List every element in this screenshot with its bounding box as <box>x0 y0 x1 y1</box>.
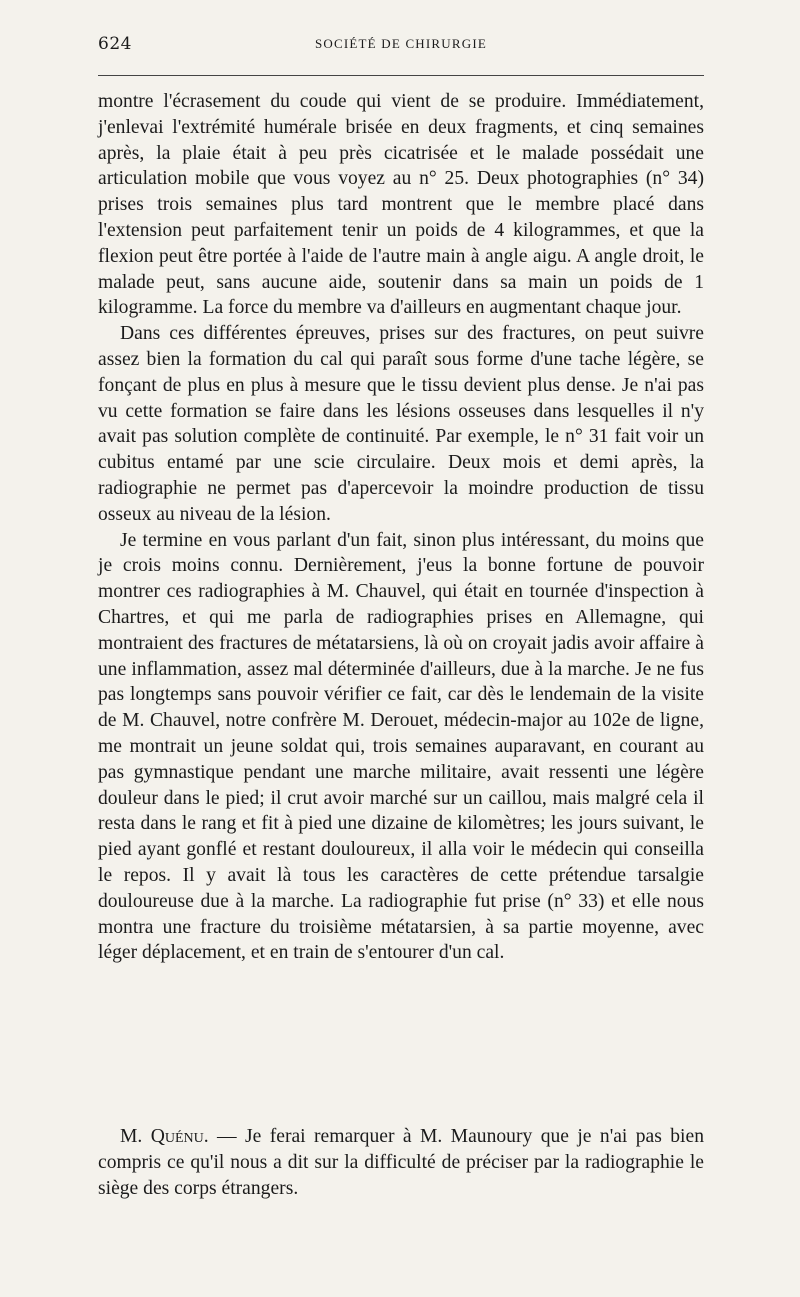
page-header <box>98 34 704 60</box>
header-rule <box>98 75 704 76</box>
intervention-text: — Je ferai remarquer à M. Maunoury que je n'ai pas bien compris ce qu'il nous a dit sur la difficulté de préciser par la radiographie le siège des corps étrangers. <box>98 1126 704 1199</box>
paragraph-continuation: montre l'écrasement du coude qui vient de se produire. Immédiatement, j'enlevai l'extrémité humérale brisée en deux fragments, et cinq semaines après, la plaie était à peu près cicatrisée et le malade possédait une articulation mobile que vous voyez au n° 25. Deux photographies (n° 34) prises trois semaines plus tard montrent que le membre placé dans l'extension peut parfaitement tenir un poids de 4 kilogrammes, et que la flexion peut être portée à l'aide de l'autre main à angle aigu. A angle droit, le malade peut, sans aucune aide, soutenir dans sa main un poids de 1 kilogramme. La force du membre va d'ailleurs en augmentant chaque jour. <box>98 91 704 319</box>
intervention-block <box>98 1124 704 1201</box>
running-title: SOCIÉTÉ DE CHIRURGIE <box>314 36 488 51</box>
speaker-name: M. Quénu. <box>120 1126 209 1147</box>
intervention-paragraph <box>98 1124 704 1201</box>
page-number: 624 <box>98 34 132 54</box>
paragraph-callus-formation: Dans ces différentes épreuves, prises sur des fractures, on peut suivre assez bien la formation du cal qui paraît sous forme d'une tache légère, se fonçant de plus en plus à mesure que le tissu devient plus dense. Je n'ai pas vu cette formation se faire dans les lésions osseuses dans lesquelles il n'y avait pas solution complète de continuité. Par exemple, le n° 31 fait voir un cubitus entamé par une scie circulaire. Deux mois et demi après, la radiographie ne permet pas d'apercevoir la moindre production de tissu osseux au niveau de la lésion. <box>98 323 704 525</box>
body-text <box>98 89 704 966</box>
paragraph-metatarsal-fracture: Je termine en vous parlant d'un fait, sinon plus intéressant, du moins que je crois moins connu. Dernièrement, j'eus la bonne fortune de pouvoir montrer ces radiographies à M. Chauvel, qui était en tournée d'inspection à Chartres, et qui me parla de radiographies prises en Allemagne, qui montraient des fractures de métatarsiens, là où on croyait jadis avoir affaire à une inflammation, assez mal déterminée d'ailleurs, due à la marche. Je ne fus pas longtemps sans pouvoir vérifier ce fait, car dès le lendemain de la visite de M. Chauvel, notre confrère M. Derouet, médecin-major au 102e de ligne, me montrait un jeune soldat qui, trois semaines auparavant, en courant au pas gymnastique pendant une marche militaire, avait ressenti une légère douleur dans le pied; il crut avoir marché sur un caillou, mais malgré cela il resta dans le rang et fit à pied une dizaine de kilomètres; les jours suivant, le pied ayant gonflé et restant douloureux, il alla voir le médecin qui conseilla le repos. Il y avait là tous les caractères de cette prétendue tarsalgie douloureuse due à la marche. La radiographie fut prise (n° 33) et elle nous montra une fracture du troisième métatarsien, à sa partie moyenne, avec léger déplacement, et en train de s'entourer d'un cal. <box>98 529 704 964</box>
